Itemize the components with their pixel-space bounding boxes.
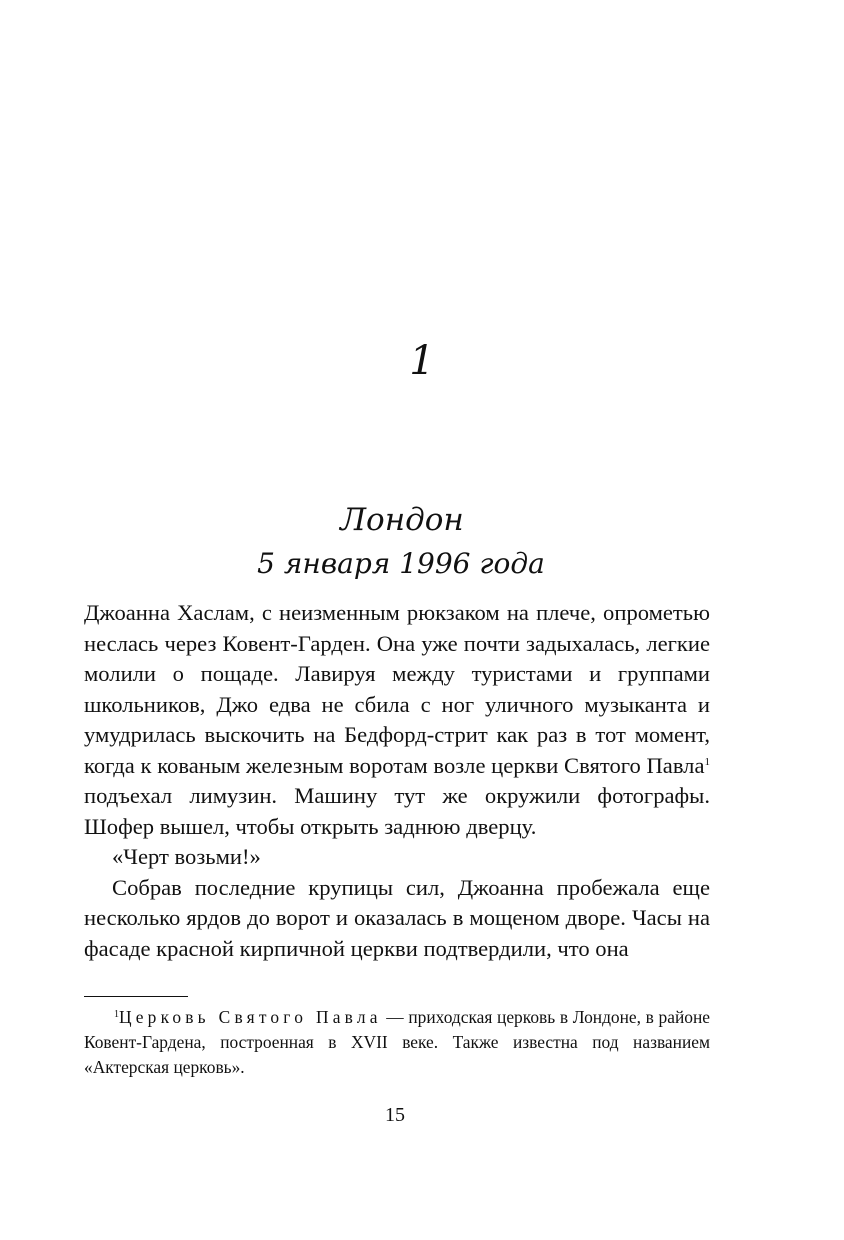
footnote-term: Церковь Святого Павла <box>119 1007 382 1027</box>
chapter-body <box>84 598 710 964</box>
paragraph-3: Собрав последние крупицы сил, Джоанна пробежала еще несколько ярдов до ворот и оказалась в мощеном дворе. Часы на фасаде красной кирпичной церкви подтвердили, что она <box>84 874 710 961</box>
chapter-number: 1 <box>409 338 435 384</box>
paragraph-1-text-continued: подъехал лимузин. Машину тут же окружили фотографы. Шофер вышел, чтобы открыть заднюю дверцу. <box>84 783 710 839</box>
paragraph-2: «Черт возьми!» <box>112 844 261 869</box>
footnote-text: — приходская церковь в Лондоне, в районе Ковент-Гардена, построенная в XVII веке. Также известна под названием «Актерская церковь». <box>84 1007 710 1077</box>
chapter-location-date: 5 января 1996 года <box>257 547 545 580</box>
footnote-reference: 1 <box>704 755 710 768</box>
paragraph-1 <box>84 598 710 842</box>
footnote-mark: 1 <box>114 1009 119 1020</box>
page-number: 15 <box>385 1104 405 1126</box>
paragraph-1-text: Джоанна Хаслам, с неизменным рюкзаком на плече, опрометью неслась через Ковент-Гарден. Она уже почти задыхалась, легкие молили о пощаде. Лавируя между туристами и группами школьников, Джо едва не сбила с ног уличного музыканта и умудрилась выскочить на Бедфорд-стрит как раз в тот момент, когда к кованым железным воротам возле церкви Святого Павла <box>84 600 710 778</box>
footnote <box>84 1005 710 1080</box>
chapter-location-city: Лондон <box>340 502 464 538</box>
footnote-divider <box>84 996 188 997</box>
